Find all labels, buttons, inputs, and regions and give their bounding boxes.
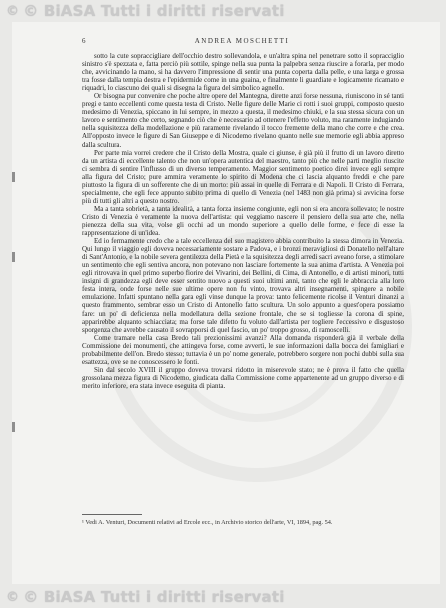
body-paragraph: Ma a tanta sobrietà, a tanta idealità, a tanta forza insieme congiunte, egli non si era ancora sollevato; le nostre Cristo di Venezia è veramente la nuova dell'artista: qui veggiamo nascere il pensiero della sua arte che, nella pienezza della sua vita, volse gli occhi ad un mondo superiore a quello delle forme, e fece di esse la rappresentazione di un'idea. [82,204,404,238]
watermark-banner-bottom [0,586,446,608]
body-paragraph: Per parte mia vorrei credere che il Cristo della Mostra, quale ci giunse, è già più il frutto di un lavoro diretto da un artista di eccellente talento che non un'opera autentica del maestro, tanto più che nelle parti meglio riuscite ci sembra di sentire l'influsso di un diverso temperamento. Maggior sentimento poetico direi invece egli sempre alla figura del Cristo; pure ammira veramente lo spirito di Modena che ci lascia alquanto freddi e che pare piuttosto la figura di un sofferente che di un morto: più assai in quelle di Ferrara e di Napoli. Il Cristo di Ferrara, specialmente, che egli fece appunto subito prima di quello di Venezia (nel 1483 non già prima) si avvicina forse più di tutti gli altri a questo nostro. [82,148,404,205]
watermark-text-bottom: © BiASA Tutti i diritti riservati [23,588,285,606]
footnote: ¹ Vedi A. Venturi, Documenti relativi ad Ercole ecc., in Archivio storico dell'arte, VI, 1894, pag. 54. [82,519,333,526]
body-paragraph: Ed io fermamente credo che a tale eccellenza del suo magistero abbia contribuito la stessa dimora in Venezia. Qui lungo il viaggio egli doveva necessariamente sostare a Padova, e i bronzi meravigliosi di Donatello nell'altare di Sant'Antonio, e la nobile severa gentilezza della Pietà e la squisitezza degli arredi sacri aveano forse, a stimolare un sentimento che egli sentiva ancora, non potevano non lasciare fortemente la sua anima d'artista. A Venezia poi egli ritrovava in quel primo superbo fiorire dei Vivarini, dei Bellini, di Cima, di Antonello, e di artisti minori, tutti insigni di grandezza egli deve esser sentito nuovo a questi suoi ultimi anni, tanto che egli le abbraccia alla loro festa intera, onde forse nelle sue ultime opere non fu vinto, trovava altri insegnamenti, spingere a nobile emulazione. Infatti spuntano nella gara egli vinse dunque la prova: tanto felicemente ricolse il Venturi dinanzi a questo frammento, sembrar esso un Cristo di Antonello fatto scultura. Un solo appunto a quest'opera possiamo fare: un po' di deficienza nella modellatura della sezione frontale, che se si togliesse la corona di spine, apparirebbe alquanto schiacciata; ma forse tale difetto fu voluto dall'artista per togliere l'eccessivo e disgustoso sporgenza che avrebbe causato il sovrapporsi di quel fascio, un po' troppo grosso, di ramoscelli. [82,237,404,334]
body-paragraph: sotto la cute sopraccigliare dell'occhio destro sollevandola, e un'altra spina nel penetrare sotto il sopracciglio sinistro s'è spezzata e, fatta perciò più sottile, spinge nella sua punta la palpebra senza riuscire a forarla, per modo che, avvicinando la mano, si ha davvero l'impressione di sentir una punta coperta dalla pelle, e una larga e grossa tra fosse dalla tempia destra e l'epidermide come in una guaina, e finalmente li guardiate e logicamente ricamato e riquadri, lo ciascuno dei quali si disegna la figura del simbolico agnello. [82,52,404,93]
copyright-icon: © [6,3,20,19]
binding-mark [12,252,15,262]
page-number: 6 [82,37,87,45]
body-paragraph: Sin dal secolo XVIII il gruppo doveva trovarsi ridotto in miserevole stato; ne è prova il fatto che quella grossolana mezza figura di Nicodemo, giudicata dalla Commissione come appartenente ad un gruppo diverso e di merito inferiore, era stata invece eseguita di pianta. [82,365,404,390]
watermark-banner-top [0,0,446,22]
page-body [82,52,404,390]
watermark-text-top: © BiASA Tutti i diritti riservati [23,2,285,20]
body-paragraph: Come tramare nella casa Bredo tali prezionissimi avanzi? Alla domanda risponderà già il verbale della Commissione dei monumenti, che attingeva forse, come avvertì, le sue informazioni dalla bocca dei famigliari e probabilmente dell'on. Bredo stesso; tuttavia è un po' nome generale, potrebbero sorgere non pochi dubbi sulla sua esattezza, ove se ne conoscessero le fonti. [82,333,404,366]
binding-mark [12,172,15,182]
footnote-divider [82,514,142,515]
binding-mark [12,422,15,432]
running-title: ANDREA MOSCHETTI [194,37,290,45]
copyright-icon: © [6,589,20,605]
body-paragraph: Or bisogna pur convenire che poche altre opere del Mantegna, dirette anzi forse nessuna, riuniscono in sé tanti pregi e tanto eccellenti come questa testa di Cristo. Nelle figure delle Marie ci rotti i suoi gruppi, composto questo medesimo di Venezia, spiccano in lui sempre, in mezzo a questa, il medesimo chiuki, e la sua stessa sicura con un lavoro e sentimento che certo, segnando ciò che è necessario ad ottenere l'effetto voluto, ma raramente indugiando nella squisitezza della modellazione e più raramente rivelando il tocco fremente della mano che corre e che crea. All'opposto invece le figure di San Giuseppe e di Nicodemo rivelano quanto nelle sue memorie egli abbia appreso dalla scultura. [82,92,404,149]
